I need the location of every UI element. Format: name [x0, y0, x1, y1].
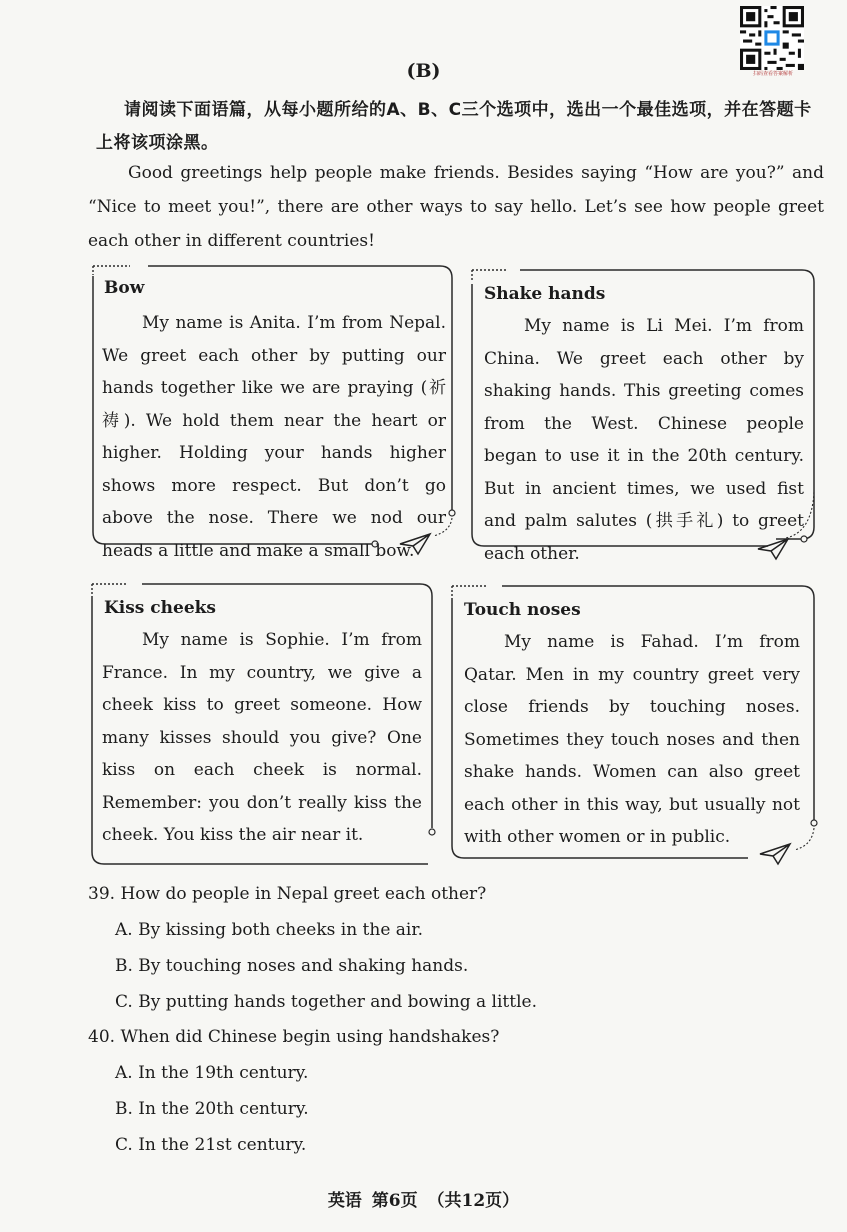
- option-c[interactable]: C. By putting hands together and bowing a little.: [115, 992, 537, 1012]
- option-a[interactable]: A. In the 19th century.: [115, 1063, 309, 1083]
- question-number: 39.: [88, 884, 116, 904]
- question-40: [88, 1027, 808, 1163]
- card-text: My name is Anita. I’m from Nepal. We greet each other by putting our hands together like we are praying (祈祷). We hold them near the heart or higher. Holding your hands higher shows more respect. But don’t go above the nose. There we nod our heads a little and make a small bow.: [102, 313, 446, 561]
- footer-total: （共12页）: [427, 1191, 520, 1211]
- card-touch-noses: [448, 580, 828, 880]
- footer-subject: 英语: [327, 1191, 362, 1211]
- card-shake-hands: [468, 262, 828, 562]
- option-a[interactable]: A. By kissing both cheeks in the air.: [115, 920, 424, 940]
- card-kiss-cheeks: [88, 580, 444, 880]
- card-title: Touch noses: [464, 600, 581, 620]
- card-text: My name is Fahad. I’m from Qatar. Men in my country greet very close friends by touching noses. Sometimes they touch noses and then shake hands. Women can also greet each other in this way, but usually not with other women or in public.: [464, 632, 800, 847]
- question-text: [88, 884, 486, 904]
- option-b[interactable]: B. In the 20th century.: [115, 1099, 309, 1119]
- footer-page: 第6页: [371, 1191, 418, 1211]
- card-bow: [88, 262, 460, 562]
- question-39: [88, 884, 808, 1020]
- question-stem: How do people in Nepal greet each other?: [120, 884, 487, 904]
- option-b[interactable]: B. By touching noses and shaking hands.: [115, 956, 469, 976]
- question-text: [88, 1027, 499, 1047]
- question-stem: When did Chinese begin using handshakes?: [120, 1027, 500, 1047]
- card-title: Kiss cheeks: [104, 598, 216, 618]
- card-title: Bow: [104, 278, 145, 298]
- card-text: My name is Li Mei. I’m from China. We greet each other by shaking hands. This greeting comes from the West. Chinese people began to use it in the 20th century. But in ancient times, we used fist and palm salutes (拱手礼) to greet each other.: [484, 316, 804, 564]
- section-title: (B): [406, 60, 441, 82]
- question-number: 40.: [88, 1027, 116, 1047]
- option-c[interactable]: C. In the 21st century.: [115, 1135, 307, 1155]
- card-title: Shake hands: [484, 284, 606, 304]
- instructions: 请阅读下面语篇，从每小题所给的A、B、C三个选项中，选出一个最佳选项，并在答题卡上将该项涂黑。: [96, 100, 812, 153]
- intro-passage: Good greetings help people make friends. Besides saying “How are you?” and “Nice to meet you!”, there are other ways to say hello. Let’s see how people greet each other in different countries!: [88, 163, 824, 251]
- qr-caption: 扫码查看答案解析: [752, 71, 793, 77]
- page-footer: [0, 1186, 847, 1211]
- card-text: My name is Sophie. I’m from France. In my country, we give a cheek kiss to greet someone. How many kisses should you give? One kiss on each cheek is normal. Remember: you don’t really kiss the cheek. You kiss the air near it.: [102, 630, 422, 845]
